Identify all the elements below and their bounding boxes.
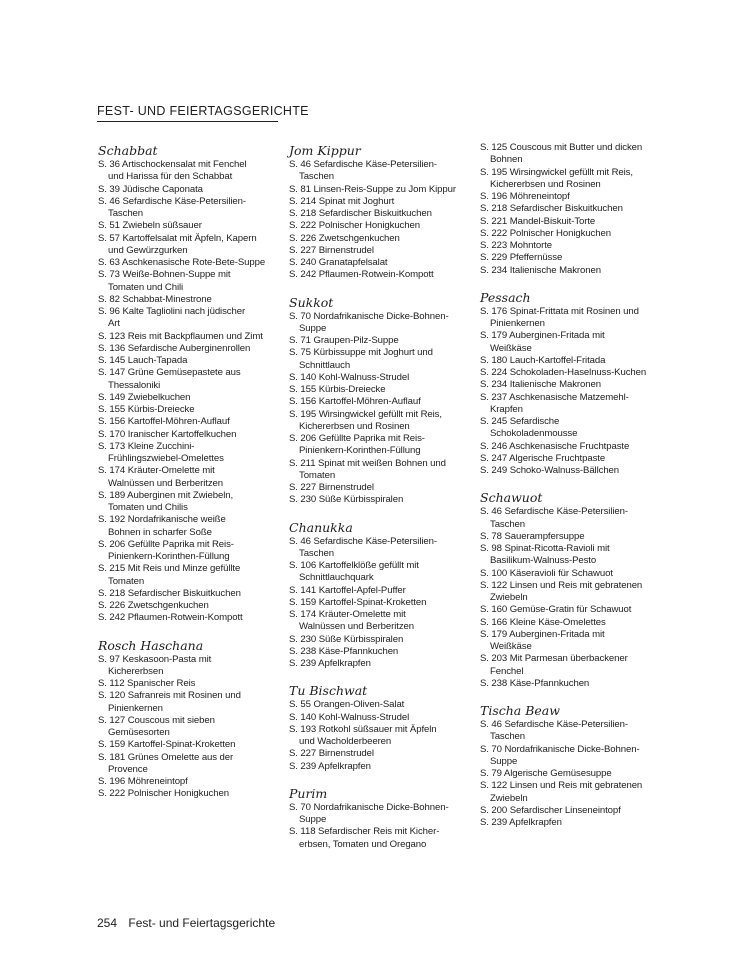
recipe-entry: S. 70 Nordafrikanische Dicke-Bohnen- Suppe [480, 743, 640, 767]
recipe-entry: S. 249 Schoko-Walnuss-Bällchen [480, 465, 620, 476]
recipe-entry: S. 155 Kürbis-Dreiecke [98, 404, 195, 415]
recipe-entry: S. 112 Spanischer Reis [98, 678, 196, 689]
recipe-entry: S. 141 Kartoffel-Apfel-Puffer [289, 584, 406, 596]
holiday-section [289, 295, 474, 507]
index-column-1 [98, 143, 283, 814]
section-heading: Schabbat [98, 143, 158, 158]
recipe-entry: S. 234 Italienische Makronen [480, 264, 601, 276]
recipe-entry: S. 223 Mohntorte [480, 240, 552, 251]
recipe-entry: S. 159 Kartoffel-Spinat-Kroketten [98, 739, 236, 751]
recipe-entry: S. 237 Aschkenasische Matzemehl- Krapfen [480, 391, 629, 415]
section-heading: Tu Bischwat [289, 683, 368, 699]
recipe-entry: S. 196 Möhreneintopf [480, 191, 570, 202]
recipe-entry: S. 122 Linsen und Reis mit gebratenen Zwiebeln [480, 579, 643, 603]
recipe-entry: S. 149 Zwiebelkuchen [98, 391, 191, 403]
index-column-3 [480, 142, 665, 842]
recipe-entry: S. 226 Zwetschgenkuchen [98, 600, 209, 611]
holiday-section [480, 490, 665, 690]
recipe-entry: S. 123 Reis mit Backpflaumen und Zimt [98, 330, 263, 342]
recipe-entry: S. 156 Kartoffel-Möhren-Auflauf [289, 396, 421, 408]
recipe-entry: S. 227 Birnenstrudel [289, 244, 374, 256]
recipe-entry: S. 195 Wirsingwickel gefüllt mit Reis, Kichererbsen und Rosinen [289, 408, 442, 432]
recipe-entry: S. 46 Sefardische Käse-Petersilien- Taschen [480, 719, 628, 743]
recipe-entry: S. 230 Süße Kürbisspiralen [289, 633, 404, 645]
recipe-entry: S. 166 Kleine Käse-Omelettes [480, 616, 606, 628]
recipe-entry: S. 242 Pflaumen-Rotwein-Kompott [98, 612, 243, 624]
recipe-entry: S. 147 Grüne Gemüsepastete aus Thessaloniki [98, 367, 241, 391]
recipe-entry: S. 238 Käse-Pfannkuchen [480, 677, 590, 689]
recipe-entry: S. 206 Gefüllte Paprika mit Reis- Pinienkern-Korinthen-Füllung [98, 538, 234, 562]
recipe-entry: S. 240 Granatapfelsalat [289, 257, 388, 268]
section-heading: Tischa Beaw [480, 703, 560, 718]
recipe-entry: S. 206 Gefüllte Paprika mit Reis- Pinienkern-Korinthen-Füllung [289, 433, 425, 457]
recipe-entry: S. 140 Kohl-Walnuss-Strudel [289, 711, 410, 723]
recipe-entry: S. 239 Apfelkrapfen [289, 658, 371, 669]
recipe-entry: S. 193 Rotkohl süßsauer mit Äpfeln und Wacholderbeeren [289, 723, 437, 747]
recipe-entry: S. 106 Kartoffelklöße gefüllt mit Schnittlauchquark [289, 560, 419, 584]
recipe-entry: S. 46 Sefardische Käse-Petersilien- Taschen [480, 506, 628, 530]
recipe-entry: S. 238 Käse-Pfannkuchen [289, 645, 399, 657]
recipe-entry: S. 57 Kartoffelsalat mit Äpfeln, Kapern und Gewürzgurken [98, 232, 257, 256]
recipe-entry: S. 181 Grünes Omelette aus der Provence [98, 751, 234, 775]
holiday-section [289, 683, 474, 773]
recipe-entry: S. 98 Spinat-Ricotta-Ravioli mit Basilikum-Walnuss-Pesto [480, 543, 610, 567]
recipe-entry: S. 227 Birnenstrudel [289, 482, 374, 493]
recipe-entry: S. 81 Linsen-Reis-Suppe zu Jom Kippur [289, 183, 456, 195]
recipe-entry: S. 214 Spinat mit Joghurt [289, 195, 395, 207]
recipe-entry: S. 226 Zwetschgenkuchen [289, 232, 400, 244]
recipe-entry: S. 179 Auberginen-Fritada mit Weißkäse [480, 330, 605, 354]
recipe-entry: S. 215 Mit Reis und Minze gefüllte Tomaten [98, 563, 241, 587]
recipe-entry: S. 180 Lauch-Kartoffel-Fritada [480, 354, 606, 366]
recipe-entry: S. 211 Spinat mit weißen Bohnen und Tomaten [289, 457, 446, 481]
recipe-entry: S. 179 Auberginen-Fritada mit Weißkäse [480, 628, 605, 652]
holiday-section [480, 703, 665, 829]
section-heading: Chanukka [289, 519, 353, 535]
recipe-entry: S. 218 Sefardischer Biskuitkuchen [289, 208, 432, 219]
recipe-entry: S. 73 Weiße-Bohnen-Suppe mit Tomaten und Chili [98, 269, 231, 293]
page-footer [97, 916, 275, 930]
recipe-entry: S. 51 Zwiebeln süßsauer [98, 220, 202, 232]
recipe-entry: S. 145 Lauch-Tapada [98, 355, 188, 366]
recipe-entry: S. 230 Süße Kürbisspiralen [289, 494, 404, 506]
recipe-entry: S. 189 Auberginen mit Zwiebeln, Tomaten und Chilis [98, 489, 234, 513]
recipe-entry: S. 118 Sefardischer Reis mit Kicher- erbsen, Tomaten und Oregano [289, 826, 440, 850]
recipe-entry: S. 245 Sefardische Schokoladenmousse [480, 416, 578, 440]
section-heading: Pessach [480, 289, 531, 305]
recipe-entry: S. 70 Nordafrikanische Dicke-Bohnen- Suppe [289, 801, 449, 825]
recipe-entry: S. 55 Orangen-Oliven-Salat [289, 699, 405, 711]
recipe-entry: S. 218 Sefardischer Biskuitkuchen [98, 587, 241, 599]
recipe-entry: S. 242 Pflaumen-Rotwein-Kompott [289, 269, 434, 281]
recipe-entry: S. 203 Mit Parmesan überbackener Fenchel [480, 653, 628, 677]
holiday-section [98, 143, 283, 625]
recipe-entry: S. 200 Sefardischer Linseneintopf [480, 804, 621, 816]
recipe-entry: S. 46 Sefardische Käse-Petersilien- Taschen [289, 159, 437, 183]
recipe-entry: S. 82 Schabbat-Minestrone [98, 293, 212, 305]
recipe-entry: S. 174 Kräuter-Omelette mit Walnüssen und Berberitzen [98, 465, 224, 489]
holiday-section [289, 143, 474, 282]
recipe-entry: S. 246 Aschkenasische Fruchtpaste [480, 440, 630, 452]
recipe-entry: S. 227 Birnenstrudel [289, 748, 374, 760]
recipe-entry: S. 120 Safranreis mit Rosinen und Pinienkernen [98, 690, 241, 714]
recipe-entry: S. 222 Polnischer Honigkuchen [98, 788, 229, 800]
recipe-entry: S. 239 Apfelkrapfen [480, 817, 562, 828]
page-number: 254 [97, 916, 118, 930]
running-title: Fest- und Feiertagsgerichte [128, 916, 276, 930]
recipe-entry: S. 36 Artischockensalat mit Fenchel und Harissa für den Schabbat [98, 159, 247, 183]
recipe-entry: S. 192 Nordafrikanische weiße Bohnen in scharfer Soße [98, 514, 226, 538]
holiday-section [289, 786, 474, 851]
recipe-entry: S. 218 Sefardischer Biskuitkuchen [480, 203, 623, 215]
index-column-2 [289, 143, 474, 864]
section-heading: Jom Kippur [289, 143, 361, 158]
recipe-entry: S. 229 Pfeffernüsse [480, 252, 563, 264]
section-heading: Schawuot [480, 490, 543, 506]
recipe-entry: S. 222 Polnischer Honigkuchen [480, 227, 611, 239]
recipe-entry: S. 174 Kräuter-Omelette mit Walnüssen und Berberitzen [289, 609, 415, 633]
holiday-section [289, 520, 474, 671]
recipe-entry: S. 156 Kartoffel-Möhren-Auflauf [98, 416, 230, 428]
recipe-entry: S. 222 Polnischer Honigkuchen [289, 220, 420, 232]
recipe-entry: S. 100 Käseravioli für Schawuot [480, 567, 613, 579]
recipe-entry: S. 122 Linsen und Reis mit gebratenen Zwiebeln [480, 780, 643, 804]
recipe-entry: S. 46 Sefardische Käse-Petersilien- Taschen [289, 535, 437, 559]
recipe-entry: S. 70 Nordafrikanische Dicke-Bohnen- Suppe [289, 310, 449, 334]
section-heading: Sukkot [289, 294, 334, 310]
recipe-entry: S. 234 Italienische Makronen [480, 379, 601, 391]
recipe-entry: S. 71 Graupen-Pilz-Suppe [289, 335, 399, 346]
recipe-entry: S. 140 Kohl-Walnuss-Strudel [289, 371, 410, 383]
recipe-entry: S. 195 Wirsingwickel gefüllt mit Reis, Kichererbsen und Rosinen [480, 166, 633, 190]
holiday-section [480, 290, 665, 478]
recipe-entry: S. 239 Apfelkrapfen [289, 760, 371, 772]
holiday-section [480, 142, 665, 277]
recipe-entry: S. 176 Spinat-Frittata mit Rosinen und Pinienkernen [480, 305, 639, 329]
recipe-entry: S. 221 Mandel-Biskuit-Torte [480, 215, 596, 227]
recipe-entry: S. 159 Kartoffel-Spinat-Kroketten [289, 596, 427, 608]
page-title: FEST- UND FEIERTAGSGERICHTE [97, 104, 278, 122]
recipe-entry: S. 78 Sauerampfersuppe [480, 530, 585, 542]
recipe-entry: S. 39 Jüdische Caponata [98, 183, 203, 195]
section-heading: Purim [289, 785, 328, 801]
recipe-entry: S. 196 Möhreneintopf [98, 776, 188, 787]
holiday-section [98, 638, 283, 801]
recipe-entry: S. 155 Kürbis-Dreiecke [289, 384, 386, 395]
recipe-entry: S. 173 Kleine Zucchini- Frühlingszwiebel-Omelettes [98, 440, 224, 464]
recipe-entry: S. 63 Aschkenasische Rote-Bete-Suppe [98, 257, 266, 268]
recipe-entry: S. 125 Couscous mit Butter und dicken Bohnen [480, 142, 643, 166]
recipe-entry: S. 160 Gemüse-Gratin für Schawuot [480, 604, 632, 616]
recipe-entry: S. 170 Iranischer Kartoffelkuchen [98, 428, 237, 440]
recipe-entry: S. 75 Kürbissuppe mit Joghurt und Schnittlauch [289, 347, 433, 371]
recipe-entry: S. 96 Kalte Tagliolini nach jüdischer Art [98, 306, 246, 330]
recipe-entry: S. 127 Couscous mit sieben Gemüsesorten [98, 714, 215, 738]
recipe-entry: S. 136 Sefardische Auberginenrollen [98, 342, 251, 354]
recipe-entry: S. 97 Keskasoon-Pasta mit Kichererbsen [98, 653, 212, 677]
recipe-entry: S. 224 Schokoladen-Haselnuss-Kuchen [480, 367, 647, 378]
recipe-entry: S. 247 Algerische Fruchtpaste [480, 452, 606, 464]
section-heading: Rosch Haschana [98, 637, 204, 653]
recipe-entry: S. 46 Sefardische Käse-Petersilien- Taschen [98, 195, 246, 219]
recipe-entry: S. 79 Algerische Gemüsesuppe [480, 768, 612, 779]
